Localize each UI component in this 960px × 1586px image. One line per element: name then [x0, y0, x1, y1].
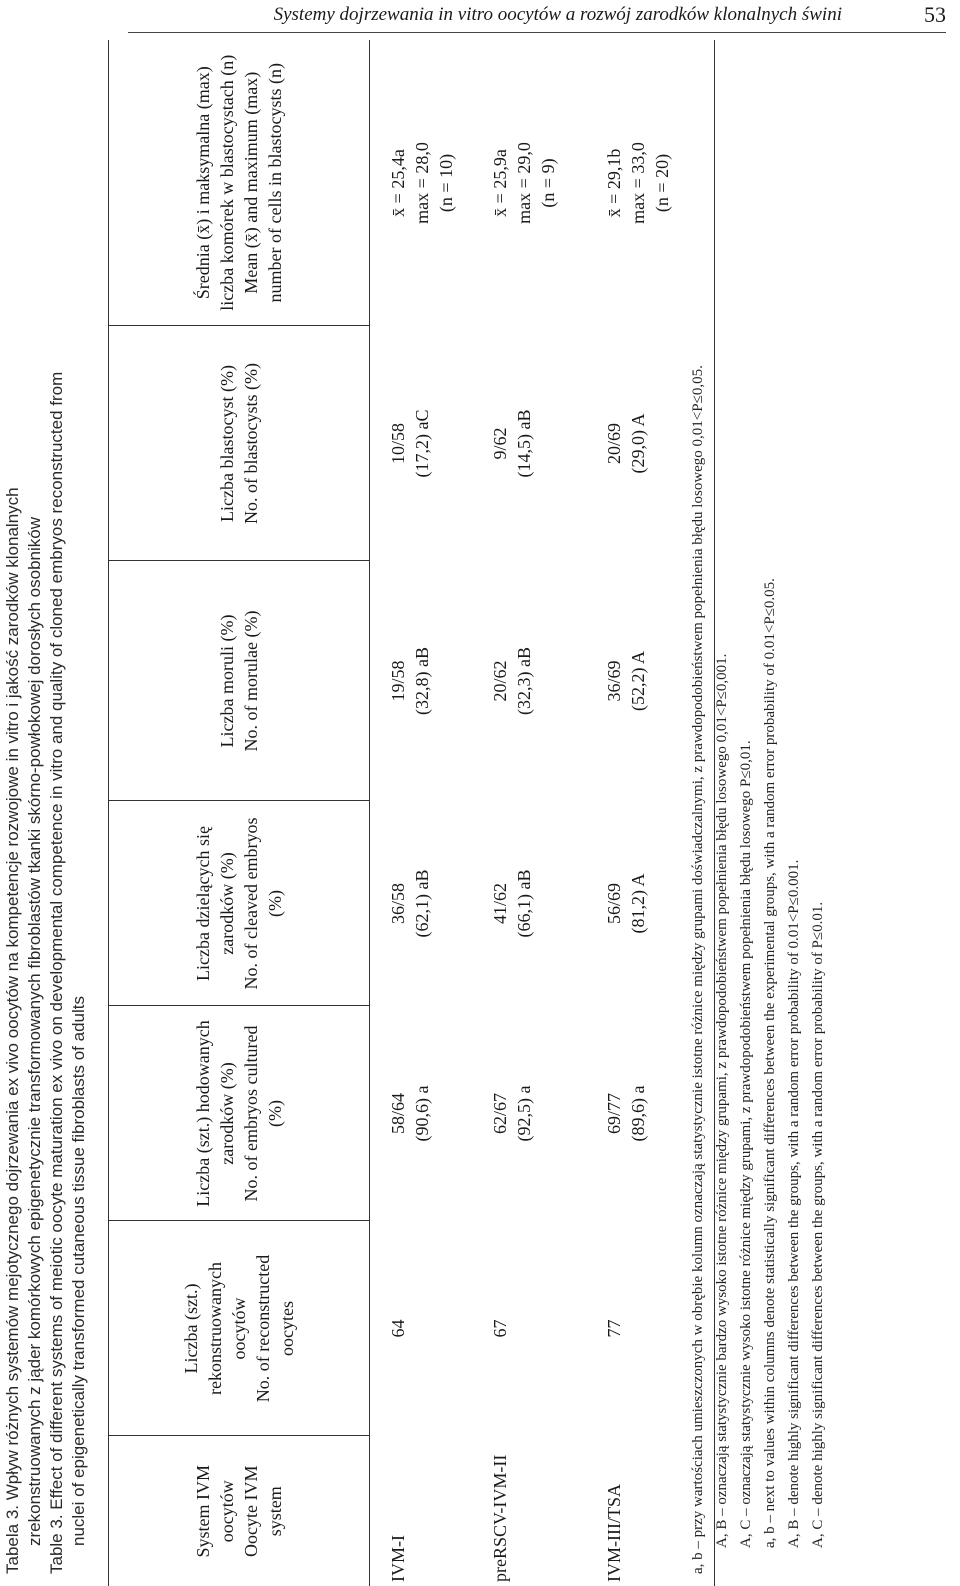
table-footnotes: [686, 54, 830, 1574]
caption-en-line-2: nuclei of epigenetically transformed cutaneous tissue fibroblasts of adults: [69, 996, 88, 1546]
col-header-reconstructed: Liczba (szt.) rekonstruowanych oocytów No. of reconstructed oocytes: [109, 1221, 370, 1436]
footnote: a, b – next to values within columns denote statistically significant differences between the experimental groups, with a random error probability of 0.01<P≤0.05.: [762, 578, 778, 1548]
cell-cleaved: 41/62 (66,1) aB: [490, 869, 534, 938]
cell-cultured: 58/64 (90,6) a: [388, 1085, 432, 1142]
table-header-row: [109, 40, 370, 1586]
cell-blastocysts: 20/69 (29,0) A: [600, 326, 715, 561]
footnote: A, B – oznaczają statystycznie bardzo wysoko istotne różnice między grupami, z prawdopodobieństwem popełnienia błędu losowego 0,01<P≤0,001.: [714, 653, 730, 1548]
col-header-cell-number: Średnia (x̄) i maksymalna (max) liczba komórek w blastocystach (n) Mean (x̄) and maximum (max) number of cells in blastocysts (n): [109, 40, 370, 326]
cell-reconstructed: 64: [388, 1319, 408, 1338]
col-header-system: System IVM oocytów Oocyte IVM system: [109, 1436, 370, 1586]
cell-morulae: 20/62 (32,3) aB: [490, 647, 534, 715]
page-header: [0, 0, 960, 40]
cell-cell-number: x̄ = 25,9a max = 29,0 (n = 9): [490, 142, 558, 224]
col-header-morulae: Liczba moruli (%) No. of morulae (%): [109, 561, 370, 801]
results-table: [108, 40, 715, 1586]
cell-blastocysts: 10/58 (17,2) aC: [388, 409, 432, 478]
cell-system: IVM-I: [388, 1535, 408, 1582]
footnote: A, C – denote highly significant differences between the groups, with a random error probability of P≤0.01.: [810, 901, 826, 1548]
caption-pl-line-2: zrekonstruowanych z jąder komórkowych epigenetycznie transformowanych fibroblastów tkanki skórno-powłokowej dorosłych osobników: [25, 517, 44, 1546]
footnote: A, B – denote highly significant differences between the groups, with a random error probability of 0.01<P≤0.001.: [786, 859, 802, 1548]
col-header-cleaved: Liczba dzielących się zarodków (%) No. of cleaved embryos (%): [109, 801, 370, 1006]
cell-system: preRSCV-IVM-II: [490, 1454, 510, 1582]
page-number: 53: [924, 2, 946, 27]
cell-cultured: 69/77 (89,6) a: [600, 1006, 715, 1221]
cell-cell-number: x̄ = 25,4a max = 28,0 (n = 10): [388, 142, 456, 224]
cell-reconstructed: 67: [490, 1319, 510, 1338]
footnote: a, b – przy wartościach umieszczonych w obrębie kolumn oznaczają statystycznie istotne różnice między grupami doświadczalnymi, z prawdopodobieństwem popełnienia błędu losowego 0,01<P≤0,05.: [690, 365, 706, 1574]
table-caption: [2, 54, 90, 1574]
cell-blastocysts: 9/62 (14,5) aB: [490, 409, 534, 478]
col-header-cultured: Liczba (szt.) hodowanych zarodków (%) No. of embryos cultured (%): [109, 1006, 370, 1221]
cell-system: IVM-III/TSA: [600, 1436, 715, 1586]
cell-morulae: 19/58 (32,8) aB: [388, 647, 432, 715]
cell-morulae: 36/69 (52,2) A: [600, 561, 715, 801]
cell-cultured: 62/67 (92,5) a: [490, 1085, 534, 1142]
rotated-table-page: [0, 40, 960, 1586]
cell-cleaved: 36/58 (62,1) aB: [388, 869, 432, 938]
cell-cell-number: x̄ = 29,1b max = 33,0 (n = 20): [600, 40, 715, 326]
footnote: A, C – oznaczają statystycznie wysoko istotne różnice między grupami, z prawdopodobieństwem popełnienia błędu losowego P≤0,01.: [738, 740, 754, 1548]
table-row: [370, 40, 487, 1586]
cell-reconstructed: 77: [600, 1221, 715, 1436]
running-title: Systemy dojrzewania in vitro oocytów a rozwój zarodków klonalnych świni: [273, 4, 842, 25]
header-rule: [128, 32, 946, 33]
caption-pl-line-1: Tabela 3. Wpływ różnych systemów mejotycznego dojrzewania ex vivo oocytów na kompetencje rozwojowe in vitro i jakość zarodków klonalnych: [3, 487, 22, 1574]
caption-en-line-1: Table 3. Effect of different systems of meiotic oocyte maturation ex vivo on developmental competence in vitro and quality of cloned embryos reconstructed from: [47, 371, 66, 1574]
table-row: [486, 40, 600, 1586]
cell-cleaved: 56/69 (81,2) A: [600, 801, 715, 1006]
col-header-blastocysts: Liczba blastocyst (%) No. of blastocysts (%): [109, 326, 370, 561]
